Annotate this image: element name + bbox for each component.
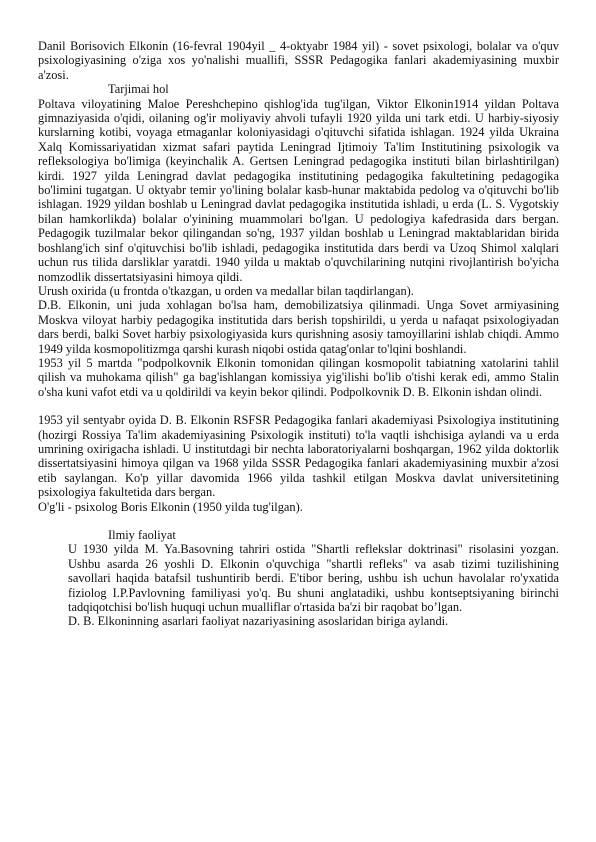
intro-paragraph: Danil Borisovich Elkonin (16-fevral 1904yil _ 4-oktyabr 1984 yil) - sovet psixologi, bolalar va o'quv psixologiyasining o'ziga xos yo'nalishi muallifi, SSSR Pedagogika fanlari akademiyasining muxbir a'zosi.: [38, 39, 559, 82]
biography-paragraph: Poltava viloyatining Maloe Pereshchepino qishlog'ida tug'ilgan, Viktor Elkonin1914 yildan Poltava gimnaziyasida o'qidi, oilaning og'ir moliyaviy ahvoli tufayli 1920 yilda uni tark etdi. U harbiy-siyosiy kurslarning kotibi, voyaga etmaganlar koloniyasidagi o'qituvchi sifatida ishlagan. 1924 yilda Ukraina Xalq Komissariyatidan xizmat safari paytida Leningrad Ijtimoiy Ta'lim Institutining psixologik va refleksologiya bo'limiga (keyinchalik A. Gertsen Leningrad pedagogika instituti bilan birlashtirilgan) kirdi. 1927 yilda Leningrad davlat pedagogika institutining pedagogika fakultetining pedagogika bo'limini tugatgan. U oktyabr temir yo'lining bolalar kasb-hunar maktabida pedolog va o'qituvchi bo'lib ishlagan. 1929 yildan boshlab u Leningrad davlat pedagogika institutida ishladi, u erda (L. S. Vygotskiy bilan hamkorlikda) bolalar o'yinining muammolari bo'lgan. U pedologiya kafedrasida dars bergan. Pedagogik tuzilmalar bekor qilingandan so'ng, 1937 yildan boshlab u Leningrad maktablaridan birida boshlang'ich sinf o'qituvchisi bo'lib ishladi, pedagogika institutida dars berdi va Uzoq Shimol xalqlari uchun rus tilida darsliklar yaratdi. 1940 yilda u maktab o'quvchilarining nutqini rivojlantirish bo'yicha nomzodlik dissertatsiyasini himoya qildi.: [38, 96, 559, 284]
paragraph-gap: [38, 399, 559, 413]
demobilization-paragraph: D.B. Elkonin, uni juda xohlagan bo'lsa ham, demobilizatsiya qilinmadi. Unga Sovet armiyasining Moskva viloyat harbiy pedagogika institutida dars berish topshirildi, u yerda u nafaqat psixologiyadan dars berdi, balki Sovet harbiy psixologiyasida kurs qurishning asosiy tamoyillarini ishlab chiqdi. Ammo 1949 yilda kosmopolitizmga qarshi kurash niqobi ostida qatag'onlar to'lqini boshlandi.: [38, 298, 559, 356]
document-page: [38, 39, 559, 629]
final-paragraph: D. B. Elkoninning asarlari faoliyat nazariyasining asoslaridan biriga aylandi.: [68, 614, 449, 629]
war-paragraph: Urush oxirida (u frontda o'tkazgan, u orden va medallar bilan taqdirlangan).: [38, 283, 414, 298]
academy-paragraph: 1953 yil sentyabr oyida D. B. Elkonin RSFSR Pedagogika fanlari akademiyasi Psixologiya institutining (hozirgi Rossiya Ta'lim akademiyasining Psixologik instituti) to'la vaqtli ishchisiga aylandi va u erda umrining oxirigacha ishladi. U institutdagi bir nechta laboratoriyalarni boshqargan, 1962 yilda doktorlik dissertatsiyasini himoya qilgan va 1968 yilda SSSR Pedagogika fanlari akademiyasining muxbir a'zosi etib saylangan. Ko'p yillar davomida 1966 yilda tashkil etilgan Moskva davlat universitetining psixologiya fakultetida dars bergan.: [38, 413, 559, 500]
biography-heading: Tarjimai hol: [108, 82, 169, 97]
son-paragraph: O'g'li - psixolog Boris Elkonin (1950 yilda tug'ilgan).: [38, 499, 303, 514]
commission-paragraph: 1953 yil 5 martda "podpolkovnik Elkonin tomonidan qilingan kosmopolit tabiatning xatolarini tahlil qilish va muhokama qilish" ga bag'ishlangan komissiya yig'ilishi bo'lib o'tishi kerak edi, ammo Stalin o'sha kuni vafot etdi va u qoldirildi va keyin bekor qilindi. Podpolkovnik D. B. Elkonin ishdan olindi.: [38, 355, 559, 399]
science-heading: Ilmiy faoliyat: [108, 528, 176, 542]
science-paragraph: U 1930 yilda M. Ya.Basovning tahriri ostida "Shartli reflekslar doktrinasi" risolasini yozgan. Ushbu asarda 26 yoshli D. Elkonin o'quvchiga "shartli refleks" va asab tizimi tuzilishining savollari haqida batafsil tushuntirib berdi. E'tibor bering, ushbu ish uchun havolalar ro'yxatida fiziolog I.P.Pavlovning familiyasi yo'q. Bu shuni anglatadiki, ushbu kontseptsiyaning birinchi tadqiqotchisi bo'lish huquqi uchun mualliflar o'rtasida ba'zi bir raqobat bo’lgan.: [68, 542, 559, 615]
